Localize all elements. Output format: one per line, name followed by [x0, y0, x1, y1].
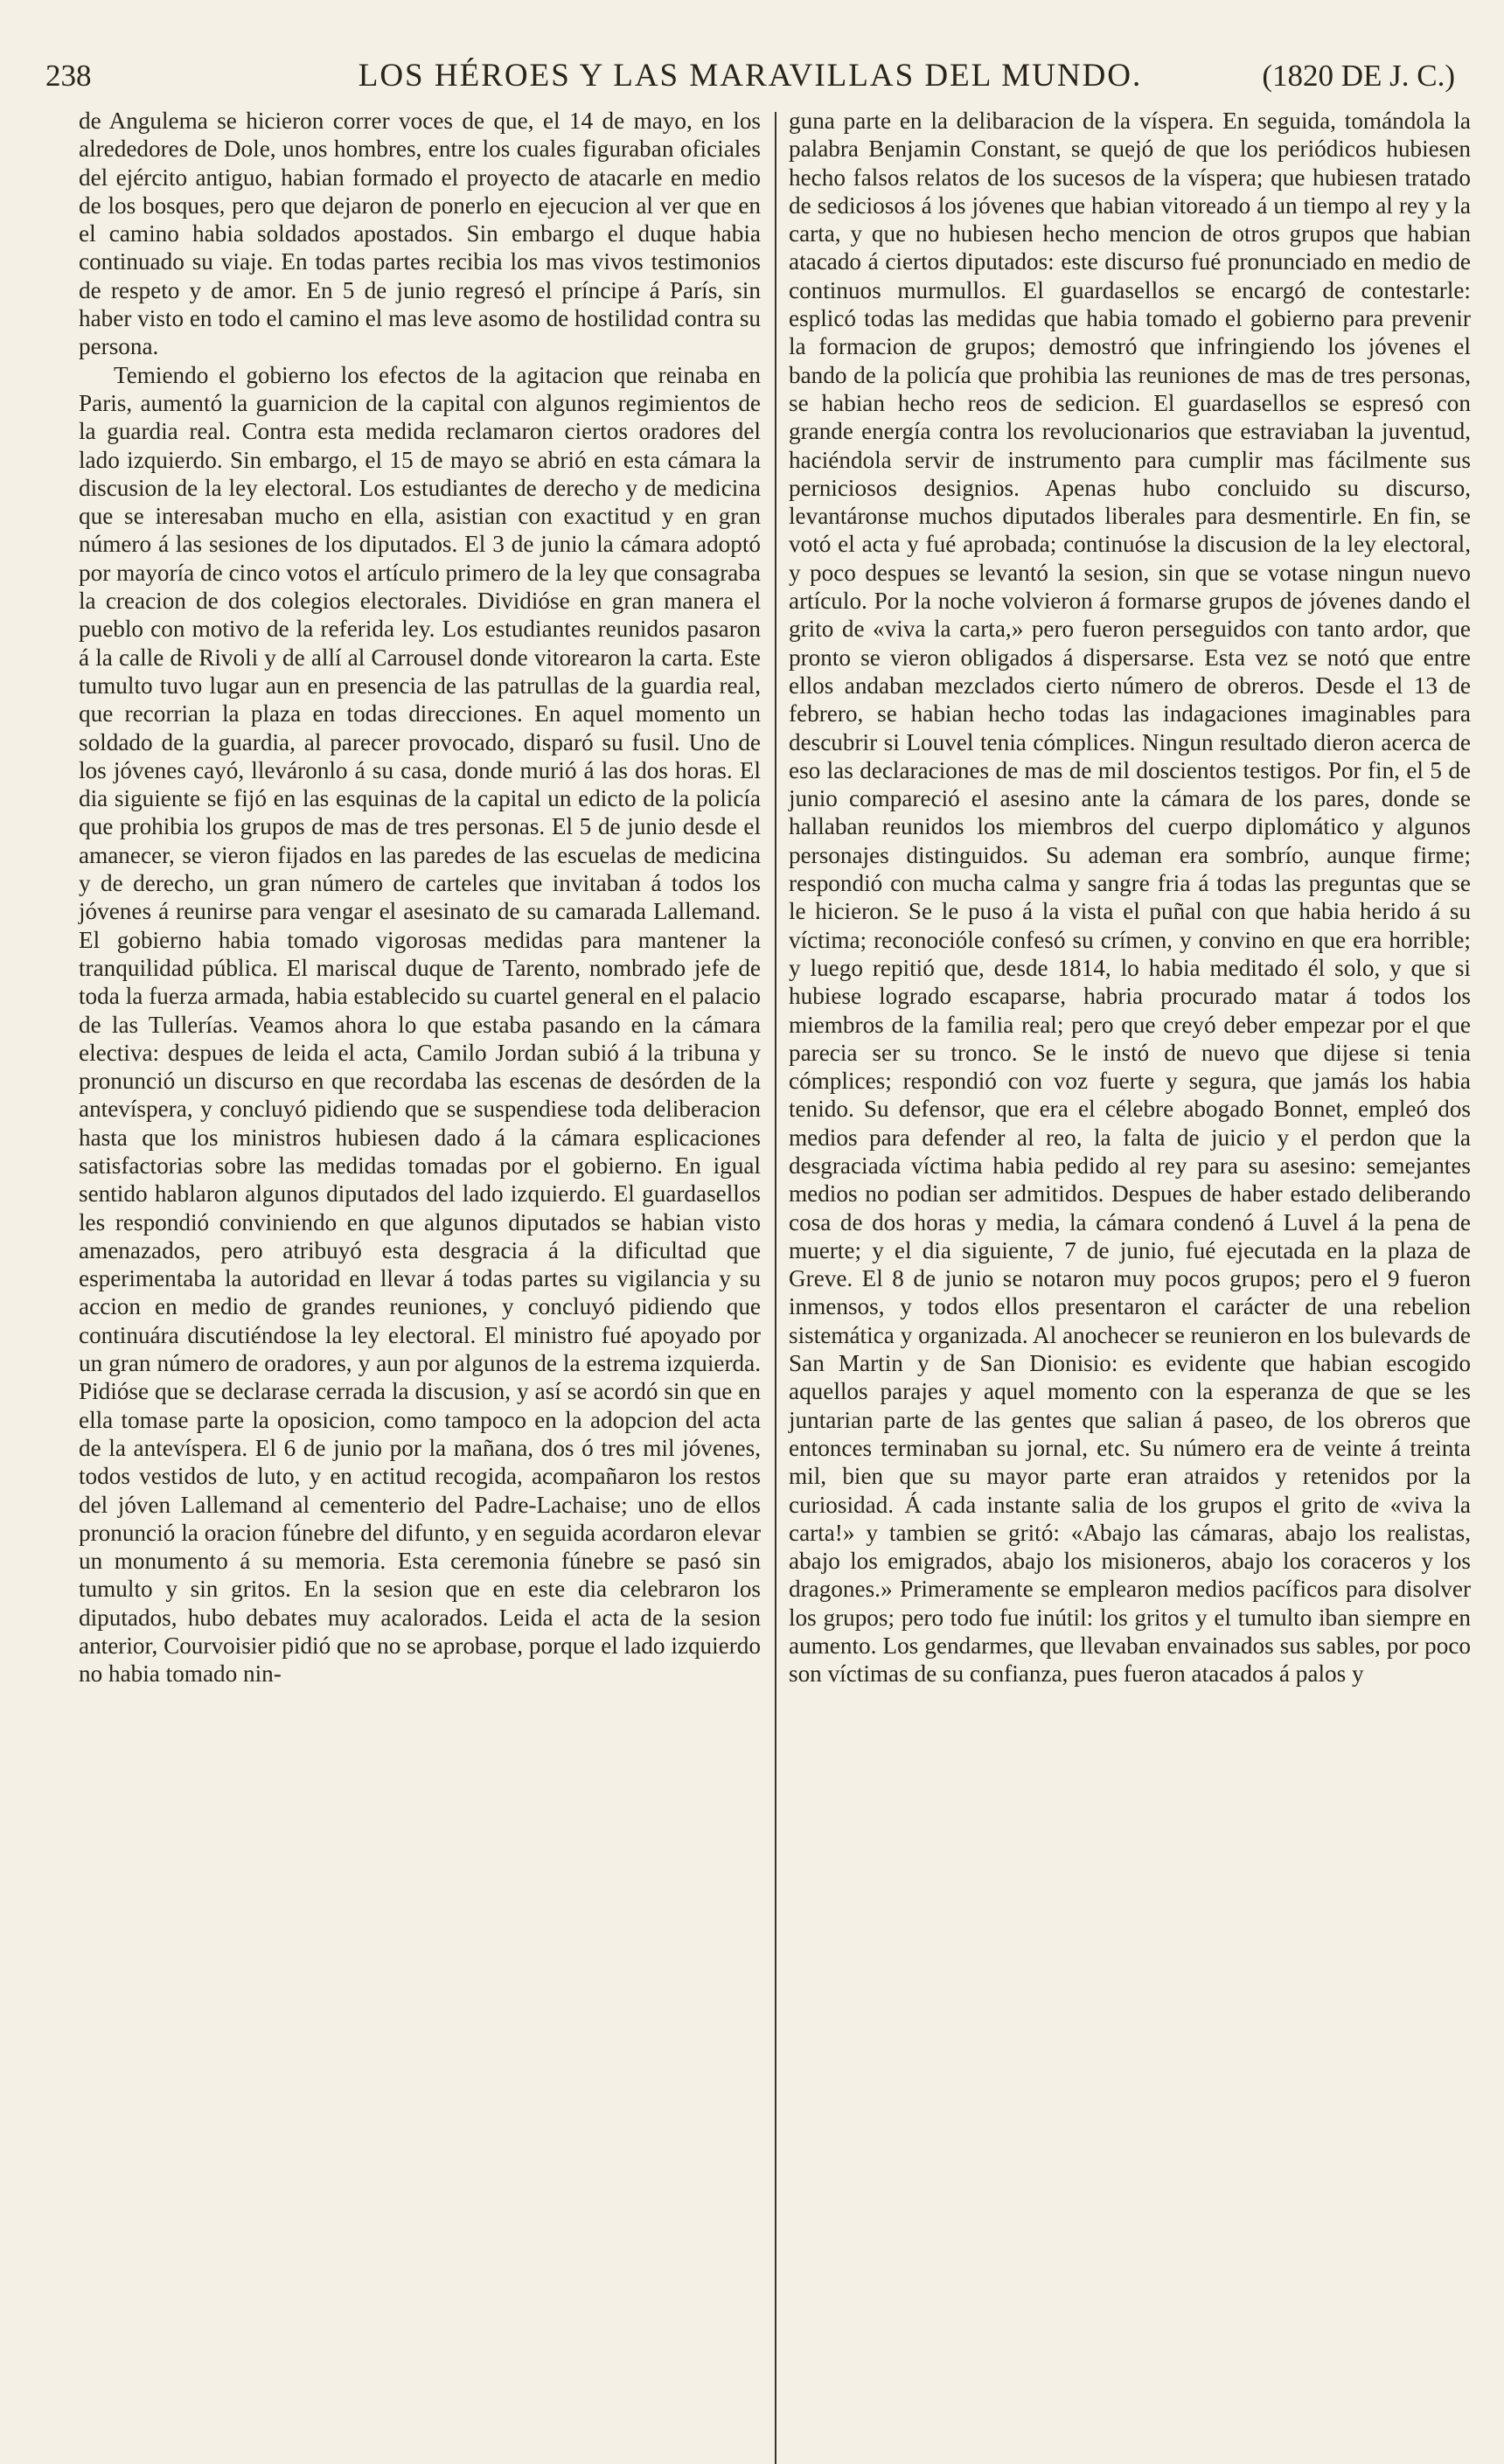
right-paragraph-1: guna parte en la delibaracion de la víspera. En seguida, tomándola la palabra Benjamin Constant, se quejó de que los periódicos hubiesen hecho falsos relatos de los sucesos de la víspera; que hubiesen tratado de sediciosos á los jóvenes que habian vitoreado á un tiempo al rey y la carta, y que no hubiesen hecho mencion de otros grupos que habian atacado á ciertos diputados: este discurso fué pronunciado en medio de continuos murmullos. El guardasellos se encargó de contestarle: esplicó todas las medidas que habia tomado el gobierno para prevenir la formacion de grupos; demostró que infringiendo los jóvenes el bando de la policía que prohibia las reuniones de mas de tres personas, se habian hecho reos de sedicion. El guardasellos se espresó con grande energía contra los revolucionarios que estraviaban la juventud, haciéndola servir de instrumento para cumplir mas fácilmente sus perniciosos designios. Apenas hubo concluido su discurso, levantáronse muchos diputados liberales para desmentirle. En fin, se votó el acta y fué aprobada; continuóse la discusion de la ley electoral, y poco despues se levantó la sesion, sin que se votase ningun nuevo artículo. Por la noche volvieron á formarse grupos de jóvenes dando el grito de «viva la carta,» pero fueron perseguidos con tanto ardor, que pronto se vieron obligados á dispersarse. Esta vez se notó que entre ellos andaban mezclados cierto número de obreros. Desde el 13 de febrero, se habian hecho todas las indagaciones imaginables para descubrir si Louvel tenia cómplices. Ningun resultado dieron acerca de eso las declaraciones de mas de mil doscientos testigos. Por fin, el 5 de junio compareció el asesino ante la cámara de los pares, donde se hallaban reunidos los miembros del cuerpo diplomático y algunos personajes distinguidos. Su ademan era sombrío, aunque firme; respondió con mucha calma y sangre fria á todas las preguntas que se le hicieron. Se le puso á la vista el puñal con que habia herido á su víctima; reconocióle confesó su crímen, y convino en que era horrible; y luego repitió que, desde 1814, lo habia meditado él solo, y que si hubiese logrado escaparse, habria procurado matar á todos los miembros de la familia real; pero que creyó deber empezar por el que parecia ser su tronco. Se le instó de nuevo que dijese si tenia cómplices; respondió con voz fuerte y segura, que jamás los habia tenido. Su defensor, que era el célebre abogado Bonnet, empleó dos medios para defender al reo, la falta de juicio y el perdon que la desgraciada víctima habia pedido al rey para su asesino: semejantes medios no podian ser admitidos. Despues de haber estado deliberando cosa de dos horas y media, la cámara condenó á Luvel á la pena de muerte; y el dia siguiente, 7 de junio, fué ejecutada en la plaza de Greve. El 8 de junio se notaron muy pocos grupos; pero el 9 fueron inmensos, y todos ellos presentaron el carácter de una rebelion sistemática y organizada. Al anochecer se reunieron en los bulevards de San Martin y de San Dionisio: es evidente que habian escogido aquellos parajes y aquel momento con la esperanza de que se les juntarian parte de las gentes que salian á paseo, de los obreros que entonces terminaban su jornal, etc. Su número era de veinte á treinta mil, bien que su mayor parte eran atraidos y retenidos por la curiosidad. Á cada instante salia de los grupos el grito de «viva la carta!» y tambien se gritó: «Abajo las cámaras, abajo los realistas, abajo los emigrados, abajo los misioneros, abajo los coraceros y los dragones.» Primeramente se emplearon medios pacíficos para disolver los grupos; pero todo fue inútil: los gritos y el tumulto iban siempre en aumento. Los gendarmes, que llevaban envainados sus sables, por poco son víctimas de su confianza, pues fueron atacados á palos y: [789, 108, 1471, 1688]
left-paragraph-2: Temiendo el gobierno los efectos de la agitacion que reinaba en Paris, aumentó la guarnicion de la capital con algunos regimientos de la guardia real. Contra esta medida reclamaron ciertos oradores del lado izquierdo. Sin embargo, el 15 de mayo se abrió en esta cámara la discusion de la ley electoral. Los estudiantes de derecho y de medicina que se interesaban mucho en ella, asistian con exactitud y en gran número á las sesiones de los diputados. El 3 de junio la cámara adoptó por mayoría de cinco votos el artículo primero de la ley que consagraba la creacion de dos colegios electorales. Dividióse en gran manera el pueblo con motivo de la referida ley. Los estudiantes reunidos pasaron á la calle de Rivoli y de allí al Carrousel donde vitorearon la carta. Este tumulto tuvo lugar aun en presencia de las patrullas de la guardia real, que recorrian la plaza en todas direcciones. En aquel momento un soldado de la guardia, al parecer provocado, disparó su fusil. Uno de los jóvenes cayó, lleváronlo á su casa, donde murió á las dos horas. El dia siguiente se fijó en las esquinas de la capital un edicto de la policía que prohibia los grupos de mas de tres personas. El 5 de junio desde el amanecer, se vieron fijados en las paredes de las escuelas de medicina y de derecho, un gran número de carteles que invitaban á todos los jóvenes á reunirse para vengar el asesinato de su camarada Lallemand. El gobierno habia tomado vigorosas medidas para mantener la tranquilidad pública. El mariscal duque de Tarento, nombrado jefe de toda la fuerza armada, habia establecido su cuartel general en el palacio de las Tullerías. Veamos ahora lo que estaba pasando en la cámara electiva: despues de leida el acta, Camilo Jordan subió á la tribuna y pronunció un discurso en que recordaba las escenas de desórden de la antevíspera, y concluyó pidiendo que se suspendiese toda deliberacion hasta que los ministros hubiesen dado á la cámara esplicaciones satisfactorias sobre las medidas tomadas por el gobierno. En igual sentido hablaron algunos diputados del lado izquierdo. El guardasellos les respondió conviniendo en que algunos diputados se habian visto amenazados, pero atribuyó esta desgracia á la dificultad que esperimentaba la autoridad en llevar á todas partes su vigilancia y su accion en medio de grandes reuniones, y concluyó pidiendo que continuára discutiéndose la ley electoral. El ministro fué apoyado por un gran número de oradores, y aun por algunos de la estrema izquierda. Pidióse que se declarase cerrada la discusion, y así se acordó sin que en ella tomase parte la oposicion, como tampoco en la adopcion del acta de la antevíspera. El 6 de junio por la mañana, dos ó tres mil jóvenes, todos vestidos de luto, y en actitud recogida, acompañaron los restos del jóven Lallemand al cementerio del Padre-Lachaise; uno de ellos pronunció la oracion fúnebre del difunto, y en seguida acordaron elevar un monumento á su memoria. Esta ceremonia fúnebre se pasó sin tumulto y sin gritos. En la sesion que en este dia celebraron los diputados, hubo debates muy acalorados. Leida el acta de la sesion anterior, Courvoisier pidió que no se aprobase, porque el lado izquierdo no habia tomado nin-: [79, 361, 761, 1688]
running-title: LOS HÉROES Y LAS MARAVILLAS DEL MUNDO.: [358, 58, 1143, 94]
column-divider: [775, 112, 776, 2464]
page-header: [45, 54, 1455, 98]
right-column: [789, 107, 1471, 1688]
page-number: 238: [45, 59, 92, 93]
left-paragraph-1: de Angulema se hicieron correr voces de que, el 14 de mayo, en los alrededores de Dole, unos hombres, entre los cuales figuraban oficiales del ejército antiguo, habian formado el proyecto de atacarle en medio de los bosques, pero que dejaron de ponerlo en ejecucion al ver que en el camino habia soldados apostados. Sin embargo el duque habia continuado su viaje. En todas partes recibia los mas vivos testimonios de respeto y de amor. En 5 de junio regresó el príncipe á París, sin haber visto en todo el camino el mas leve asomo de hostilidad contra su persona.: [79, 108, 761, 360]
date-label: (1820 DE J. C.): [1262, 59, 1455, 93]
left-column: [79, 107, 761, 1688]
